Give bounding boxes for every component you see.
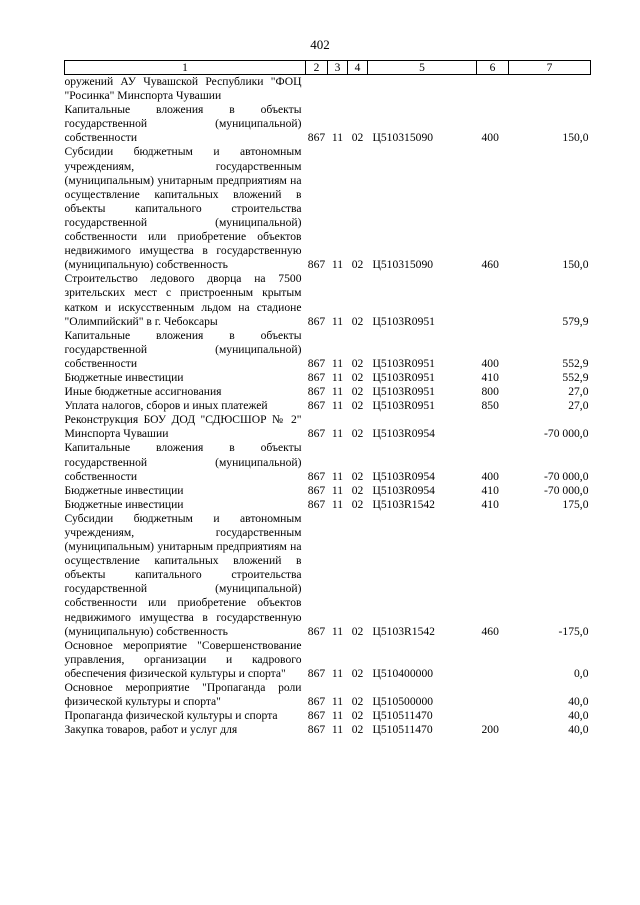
row-subsection-code: 02 xyxy=(351,483,364,497)
row-name: Субсидии бюджетным и автономным учреждениям, государственным (муниципальным) унитарным предприятиям на осуществление капитальных вложений в объекты капитального строительства государственной (муниципальной) собственности или приобретение объектов недвижимого имущества в государственную (муниципальную) собственность xyxy=(64,511,302,638)
row-target-article: Ц5103R0954 xyxy=(372,469,435,483)
row-amount: -70 000,0 xyxy=(544,469,589,483)
row-subsection-code: 02 xyxy=(351,427,364,441)
row-name: Бюджетные инвестиции xyxy=(64,483,184,497)
row-amount: 552,9 xyxy=(562,356,589,370)
row-subsection-code: 02 xyxy=(351,131,364,145)
row-expense-type xyxy=(477,272,509,328)
row-subsection-code: 02 xyxy=(351,385,364,399)
row-amount: 40,0 xyxy=(568,723,589,737)
row-expense-type xyxy=(477,413,509,441)
row-target-article: Ц5103R0954 xyxy=(372,483,435,497)
table-row xyxy=(65,709,591,723)
column-header-4: 4 xyxy=(348,61,368,75)
row-gr-code: 867 xyxy=(307,624,326,638)
row-expense-type: 400 xyxy=(481,131,499,145)
row-amount: 579,9 xyxy=(562,314,589,328)
row-name: Строительство ледового дворца на 7500 зрительских мест с пристроенным крытым катком и искусственным льдом на стадионе "Олимпийский" в г. Чебоксары xyxy=(64,272,302,328)
column-header-6: 6 xyxy=(477,61,509,75)
row-expense-type xyxy=(477,75,509,104)
row-gr-code: 867 xyxy=(307,723,326,737)
row-expense-type: 460 xyxy=(481,624,499,638)
row-section-code: 11 xyxy=(331,695,344,709)
row-target-article: Ц5103R1542 xyxy=(372,624,435,638)
row-section-code: 11 xyxy=(331,314,344,328)
row-amount: -70 000,0 xyxy=(544,427,589,441)
row-expense-type: 410 xyxy=(481,497,499,511)
row-target-article: Ц510511470 xyxy=(372,723,433,737)
row-subsection-code: 02 xyxy=(351,469,364,483)
row-section-code: 11 xyxy=(331,427,344,441)
row-name: Иные бюджетные ассигнования xyxy=(64,385,222,399)
table-row xyxy=(65,681,591,709)
row-subsection-code: 02 xyxy=(351,399,364,413)
table-row xyxy=(65,145,591,272)
row-expense-type xyxy=(477,639,509,681)
row-gr-code: 867 xyxy=(307,709,326,723)
table-row xyxy=(65,484,591,498)
row-gr-code: 867 xyxy=(307,497,326,511)
row-subsection-code: 02 xyxy=(351,695,364,709)
table-row xyxy=(65,385,591,399)
row-gr-code: 867 xyxy=(307,385,326,399)
row-gr-code: 867 xyxy=(307,131,326,145)
column-header-7: 7 xyxy=(509,61,591,75)
row-name: Субсидии бюджетным и автономным учреждениям, государственным (муниципальным) унитарным предприятиям на осуществление капитальных вложений в объекты капитального строительства государственной (муниципальной) собственности или приобретение объектов недвижимого имущества в государственную (муниципальную) собственность xyxy=(64,145,302,272)
row-name: Бюджетные инвестиции xyxy=(64,497,184,511)
row-amount: 40,0 xyxy=(568,709,589,723)
table-header-row xyxy=(65,61,591,75)
row-name: Капитальные вложения в объекты государственной (муниципальной) собственности xyxy=(64,441,302,483)
row-expense-type: 410 xyxy=(481,483,499,497)
row-amount: -175,0 xyxy=(558,624,589,638)
row-section-code: 11 xyxy=(331,258,344,272)
row-subsection-code: 02 xyxy=(351,314,364,328)
row-section-code: 11 xyxy=(331,723,344,737)
table-row xyxy=(65,399,591,413)
table-row xyxy=(65,723,591,737)
row-gr-code: 867 xyxy=(307,483,326,497)
row-section-code: 11 xyxy=(331,624,344,638)
row-amount: 150,0 xyxy=(562,258,589,272)
row-subsection-code: 02 xyxy=(351,723,364,737)
row-subsection-code: 02 xyxy=(351,258,364,272)
row-target-article: Ц5103R0951 xyxy=(372,399,435,413)
row-subsection-code: 02 xyxy=(351,356,364,370)
row-section-code: 11 xyxy=(331,497,344,511)
row-amount: 0,0 xyxy=(574,666,589,680)
row-name: Бюджетные инвестиции xyxy=(64,370,184,384)
budget-table xyxy=(64,60,591,737)
row-gr-code: 867 xyxy=(307,356,326,370)
row-target-article xyxy=(368,75,477,104)
row-section-code: 11 xyxy=(331,483,344,497)
row-name: Основное мероприятие "Пропаганда роли физической культуры и спорта" xyxy=(64,681,302,709)
row-section-code: 11 xyxy=(331,356,344,370)
page-number: 402 xyxy=(310,37,330,52)
row-expense-type: 400 xyxy=(481,469,499,483)
row-subsection-code: 02 xyxy=(351,666,364,680)
row-name: Капитальные вложения в объекты государственной (муниципальной) собственности xyxy=(64,328,302,370)
row-subsection-code: 02 xyxy=(351,370,364,384)
row-name: Реконструкция БОУ ДОД "СДЮСШОР № 2" Минспорта Чувашии xyxy=(64,413,302,441)
row-subsection-code: 02 xyxy=(351,709,364,723)
row-expense-type: 800 xyxy=(481,385,499,399)
row-expense-type: 410 xyxy=(481,370,499,384)
row-name: Уплата налогов, сборов и иных платежей xyxy=(64,399,268,413)
row-gr-code: 867 xyxy=(307,695,326,709)
row-section-code: 11 xyxy=(331,370,344,384)
row-target-article: Ц510500000 xyxy=(372,695,434,709)
row-section-code: 11 xyxy=(331,385,344,399)
row-amount xyxy=(509,75,591,104)
row-name: Закупка товаров, работ и услуг для xyxy=(64,723,238,737)
column-header-2: 2 xyxy=(306,61,328,75)
row-name: Капитальные вложения в объекты государственной (муниципальной) собственности xyxy=(64,103,302,145)
row-section-code xyxy=(328,75,348,104)
row-subsection-code xyxy=(348,75,368,104)
row-gr-code xyxy=(306,75,328,104)
row-name: Основное мероприятие "Совершенствование управления, организации и кадрового обеспечения физической культуры и спорта" xyxy=(64,638,302,680)
row-gr-code: 867 xyxy=(307,258,326,272)
column-header-5: 5 xyxy=(368,61,477,75)
row-amount: 552,9 xyxy=(562,370,589,384)
column-header-1: 1 xyxy=(65,61,306,75)
column-header-3: 3 xyxy=(328,61,348,75)
row-target-article: Ц5103R0954 xyxy=(372,427,435,441)
row-target-article: Ц510400000 xyxy=(372,666,434,680)
row-section-code: 11 xyxy=(331,131,344,145)
row-amount: 40,0 xyxy=(568,695,589,709)
row-name: Пропаганда физической культуры и спорта xyxy=(64,709,278,723)
row-amount: -70 000,0 xyxy=(544,483,589,497)
table-row xyxy=(65,498,591,512)
row-gr-code: 867 xyxy=(307,666,326,680)
row-subsection-code: 02 xyxy=(351,624,364,638)
row-amount: 27,0 xyxy=(568,399,589,413)
row-expense-type xyxy=(477,681,509,709)
row-amount: 150,0 xyxy=(562,131,589,145)
table-row xyxy=(65,272,591,328)
row-gr-code: 867 xyxy=(307,399,326,413)
row-amount: 27,0 xyxy=(568,385,589,399)
row-name: оружений АУ Чувашской Республики "ФОЦ "Росинка" Минспорта Чувашии xyxy=(64,75,302,103)
table-row xyxy=(65,103,591,145)
row-expense-type: 200 xyxy=(481,723,499,737)
row-gr-code: 867 xyxy=(307,314,326,328)
table-row xyxy=(65,441,591,483)
row-gr-code: 867 xyxy=(307,370,326,384)
table-row xyxy=(65,639,591,681)
table-row xyxy=(65,329,591,371)
row-target-article: Ц5103R0951 xyxy=(372,370,435,384)
row-section-code: 11 xyxy=(331,666,344,680)
row-expense-type: 400 xyxy=(481,356,499,370)
row-section-code: 11 xyxy=(331,469,344,483)
table-row xyxy=(65,512,591,639)
row-target-article: Ц5103R0951 xyxy=(372,356,435,370)
row-target-article: Ц510315090 xyxy=(372,258,434,272)
row-subsection-code: 02 xyxy=(351,497,364,511)
row-target-article: Ц5103R1542 xyxy=(372,497,435,511)
row-gr-code: 867 xyxy=(307,469,326,483)
table-row xyxy=(65,75,591,104)
row-gr-code: 867 xyxy=(307,427,326,441)
row-section-code: 11 xyxy=(331,399,344,413)
row-target-article: Ц510511470 xyxy=(372,709,433,723)
row-amount: 175,0 xyxy=(562,497,589,511)
table-row xyxy=(65,413,591,441)
row-expense-type: 850 xyxy=(481,399,499,413)
row-section-code: 11 xyxy=(331,709,344,723)
table-row xyxy=(65,371,591,385)
row-target-article: Ц5103R0951 xyxy=(372,314,435,328)
row-expense-type: 460 xyxy=(481,258,499,272)
row-target-article: Ц5103R0951 xyxy=(372,385,435,399)
row-target-article: Ц510315090 xyxy=(372,131,434,145)
row-expense-type xyxy=(477,709,509,723)
